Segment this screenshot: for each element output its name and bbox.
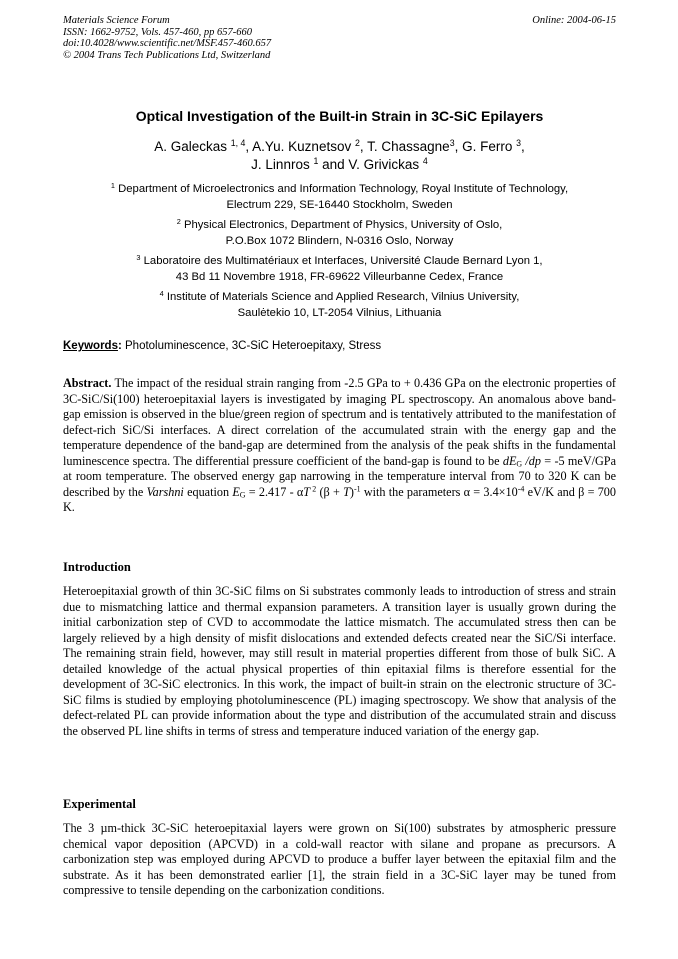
affiliation-3	[63, 254, 616, 285]
affiliation-4	[63, 290, 616, 321]
journal-copyright: © 2004 Trans Tech Publications Ltd, Switzerland	[63, 49, 271, 61]
abstract-text: with the parameters α = 3.4×10	[360, 484, 518, 499]
affiliation-line: Department of Microelectronics and Information Technology, Royal Institute of Technology,	[114, 183, 569, 195]
affiliation-1	[63, 182, 616, 213]
abstract-paragraph	[63, 376, 616, 516]
equation-term: dE	[502, 453, 517, 468]
equation-term: T	[303, 484, 311, 499]
affiliation-line: Laboratoire des Multimatériaux et Interfaces, Université Claude Bernard Lyon 1,	[140, 255, 543, 267]
keywords	[63, 340, 616, 352]
equation-term: (β +	[316, 484, 344, 499]
keywords-separator: :	[117, 340, 122, 352]
varshni-term: Varshni	[146, 484, 184, 499]
affiliation-line: Saulėtekio 10, LT-2054 Vilnius, Lithuania	[237, 306, 442, 319]
equation-subscript: G	[239, 490, 246, 500]
equation-term: = 2.417 - α	[245, 484, 304, 499]
abstract-text: = -5 meV/GPa at room temperature. The observed energy gap narrowing in the temperature interval from 70 to 320 K can be described by the	[63, 453, 616, 499]
abstract-label: Abstract.	[63, 376, 112, 390]
author-name: A. Galeckas	[154, 139, 227, 154]
keywords-text: Photoluminescence, 3C-SiC Heteroepitaxy, Stress	[121, 340, 382, 352]
affiliation-line: Physical Electronics, Department of Physics, University of Oslo,	[180, 219, 503, 231]
abstract-text: equation	[183, 484, 233, 499]
abstract-text: eV/K and β = 700 K.	[63, 484, 616, 514]
author-name: , T. Chassagne	[359, 139, 450, 154]
author-line-2	[63, 156, 616, 174]
affiliation-number: 3	[136, 252, 141, 262]
affiliation-2	[63, 218, 616, 249]
journal-header	[63, 15, 616, 61]
affiliation-line: Institute of Materials Science and Applied Research, Vilnius University,	[163, 291, 520, 303]
author-separator: ,	[521, 139, 525, 154]
author-affil-mark: 2	[354, 138, 360, 149]
introduction-heading: Introduction	[63, 560, 131, 574]
author-affil-mark: 4	[422, 156, 428, 167]
paper-title: Optical Investigation of the Built-in Strain in 3C-SiC Epilayers	[135, 108, 544, 124]
journal-name: Materials Science Forum	[63, 15, 170, 26]
author-affil-mark: 3	[449, 138, 455, 149]
affiliation-line: P.O.Box 1072 Blindern, N-0316 Oslo, Norway	[225, 234, 454, 247]
equation-superscript: -1	[353, 484, 361, 494]
author-name: , G. Ferro	[454, 139, 513, 154]
equation-superscript: 2	[310, 484, 317, 494]
equation-term: E	[232, 484, 240, 499]
author-name: , A.Yu. Kuznetsov	[245, 139, 352, 154]
journal-issn: ISSN: 1662-9752, Vols. 457-460, pp 657-660	[63, 26, 252, 38]
affiliation-number: 4	[159, 288, 164, 298]
author-line-1	[63, 138, 616, 156]
keywords-label: Keywords	[63, 340, 118, 352]
abstract-text: The impact of the residual strain ranging from -2.5 GPa to + 0.436 GPa on the electronic properties of 3C-SiC/Si(100) heteroepitaxial layers is investigated by imaging PL spectroscopy. An anomalous above band-gap emission is observed in the blue/green region of spectrum and is tentatively attributed to the manifestation of defect-rich SiC/Si interfaces. A direct correlation of the accumulated strain with the energy gap and the temperature dependence of the band-gap are determined from the analysis of the peak shifts in the fundamental luminescence spectra. The differential pressure coefficient of the band-gap is found to be	[63, 376, 616, 468]
equation-subscript: G	[516, 459, 523, 469]
author-affil-mark: 1, 4	[230, 138, 246, 149]
affiliation-number: 2	[176, 216, 181, 226]
equation-term: /dp	[522, 453, 541, 468]
equation-term: T	[343, 484, 350, 499]
author-affil-mark: 1	[313, 156, 319, 167]
affiliation-line: Electrum 229, SE-16440 Stockholm, Sweden	[226, 198, 453, 211]
author-list	[63, 138, 616, 174]
author-name: and V. Grivickas	[318, 157, 420, 172]
introduction-paragraph: Heteroepitaxial growth of thin 3C-SiC films on Si substrates commonly leads to introduction of stress and strain due to mismatching lattice and thermal expansion parameters. A transition layer is usually grown during the initial carbonization step of CVD to accommodate the lattice mismatch. The accumulated stress then can be largely relieved by a high density of misfit dislocations and extended defects created near the SiC/Si interface. The remaining strain field, however, may still result in material properties different from those of bulk SiC. A detailed knowledge of the actual physical properties of thin epitaxial films is therefore essential for the development of 3C-SiC electronics. In this work, the impact of built-in strain on the electronic structure of 3C-SiC films is studied by employing photoluminescence (PL) imaging spectroscopy. We show that analysis of the defect-related PL can provide information about the type and distribution of the accumulated strain and discuss the observed PL line shifts in terms of stress and temperature induced variation of the energy gap.	[63, 584, 616, 738]
online-date: Online: 2004-06-15	[532, 15, 616, 26]
equation-term: )	[349, 484, 354, 499]
experimental-heading: Experimental	[63, 797, 136, 811]
author-name: J. Linnros	[251, 157, 310, 172]
author-affil-mark: 3	[516, 138, 521, 149]
affiliation-number: 1	[110, 180, 115, 190]
equation-superscript: -4	[517, 484, 525, 494]
journal-doi: doi:10.4028/www.scientific.net/MSF.457-460.657	[63, 38, 272, 49]
affiliation-line: 43 Bd 11 Novembre 1918, FR-69622 Villeurbanne Cedex, France	[175, 270, 504, 283]
experimental-paragraph: The 3 µm-thick 3C-SiC heteroepitaxial layers were grown on Si(100) substrates by atmospheric pressure chemical vapor deposition (APCVD) in a cold-wall reactor with silane and propane as precursors. A carbonization step was employed during APCVD to produce a buffer layer between the epitaxial film and the substrate. As it has been demonstrated earlier [1], the strain field in a 3C-SiC layer may be tuned from compressive to tensile depending on the carbonization conditions.	[63, 821, 616, 897]
